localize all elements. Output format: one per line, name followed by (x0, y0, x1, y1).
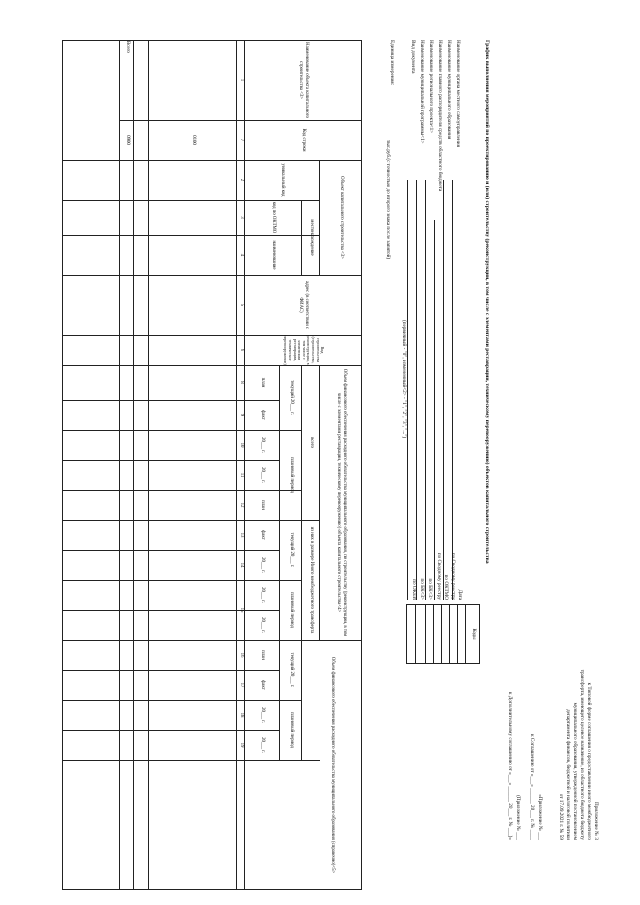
appendix-line-2: трансферта, имеющего целевое назначение, из областного бюджета бюджету (579, 669, 585, 840)
document-title: График выполнения мероприятий по проектированию и (или) строительству (реконструкции, в том числе с элементами реставрации, техническому перевооружению) объектов капитального строительства (484, 40, 490, 564)
colnum-17: 17 (238, 682, 244, 688)
group-financing: Объем финансового обеспечения расходного обязательства муниципального образования, по строительству (реконструкции, в том числе с элементами реставрации, техническому перевооружению) объекта капитального строительства<4> (336, 368, 347, 637)
sub-transfer: из них в размере Иного межбюджетного трансферта (308, 526, 314, 634)
code-label-registry-2: по Сводному реестру (436, 552, 442, 600)
current-year-2: текущий 20___ г. (288, 532, 294, 568)
col-construction-type: Вид строительства (строительство, реконструкция, в том числе с элементами реставрации, техническое перевооружение) (283, 335, 326, 365)
appendix-line-5: от 17.09.2021 г. № 59 (558, 793, 564, 840)
unit-value: тыс.руб.(с точностью до второго знака после запятой) (385, 140, 391, 260)
row-code-0100: 0100 (190, 135, 196, 145)
ref-line-3: (Приложение № ___ (515, 795, 521, 840)
plan-period-1: плановый период (288, 457, 294, 493)
colnum-7: 7 (238, 138, 244, 142)
col-row-code: Код строки (301, 128, 307, 152)
colnum-16: 16 (238, 652, 244, 658)
info-row-3: Наименование главного распорядителя средств областного бюджета (437, 40, 443, 192)
plan-3: план (260, 650, 266, 660)
current-year-1: текущий 20___ г. (288, 380, 294, 415)
colnum-2: 2 (238, 178, 244, 182)
year-col-19: 20___ г. (260, 737, 266, 753)
col-location-name: наименование (271, 240, 277, 270)
col-address: адрес (в соответствии с ФИАС) (298, 280, 310, 330)
doc-type-note: (первичный - "0", измененный<2> - "1", "2", "3", "...") (401, 320, 407, 439)
colnum-10: 10 (238, 442, 244, 448)
group-object: Объект капитального строительства <3> (338, 176, 344, 259)
appendix-number: Приложение № 3 (593, 802, 599, 840)
year-col-15: 20___ г. (260, 587, 266, 603)
plan-period-3: плановый период (288, 712, 294, 748)
colnum-1: 1 (238, 78, 244, 82)
colnum-4: 4 (238, 253, 244, 257)
year-col-18: 20___ г. (260, 707, 266, 723)
code-label-bk-1: по БК<3> (427, 578, 433, 600)
appendix-line-3: муниципального образования, утвержденной постановлением (572, 702, 578, 840)
plan-1: план (260, 377, 266, 388)
code-label-date: Дата (457, 589, 463, 600)
colnum-12: 12 (238, 502, 244, 508)
colnum-13: 13 (238, 532, 244, 538)
colnum-18: 18 (238, 712, 244, 718)
colnum-6: 6 (238, 348, 244, 352)
code-label-registry-1: по Сводному реестру (450, 552, 456, 600)
code-label-okei: по ОКЕИ (411, 579, 417, 600)
sub-total: всего (308, 437, 314, 448)
plan-2: план (260, 500, 266, 510)
col-uid: уникальный код (280, 163, 286, 197)
colnum-14: 14 (238, 562, 244, 568)
codes-header: Коды (470, 628, 476, 640)
group-location: местонахождение (308, 219, 314, 256)
info-row-2: Наименование муниципального образования (446, 40, 452, 140)
info-row-5: Наименование муниципальной программы<1> (419, 40, 425, 144)
info-row-1: Наименование органа местного самоуправления (455, 40, 461, 147)
year-col-14: 20___ г. (260, 557, 266, 573)
colnum-11: 11 (238, 472, 244, 478)
ref-line-1: «Приложение № ___ (537, 794, 543, 840)
col-object-name: Наименование объекта капитального строительства <3> (298, 42, 310, 118)
colnum-9: 9 (238, 413, 244, 417)
colnum-15: 15 (238, 607, 244, 613)
code-label-oktmo: по ОКТМО (443, 574, 449, 600)
col-oktmo: код по ОКТМО (271, 201, 277, 234)
colnum-19: 19 (238, 742, 244, 748)
appendix-line-1: к Типовой форме соглашения о предоставлении иного межбюджетного (586, 682, 592, 840)
fact-3: факт (260, 680, 266, 690)
ref-line-4: к Дополнительному соглашению от «___» ______ 20___ г. № ___)» (507, 692, 513, 840)
code-label-bk-2: по БК<3> (419, 578, 425, 600)
group-municipal: Объем финансового обеспечения расходного обязательства муниципального образования (справочно)<5> (329, 656, 335, 874)
year-col-10: 20___ г. (260, 437, 266, 453)
rotated-form (20, 20, 620, 900)
ref-line-2: к Соглашению от «___» ______ 20___ г. № ____ (529, 734, 535, 840)
info-row-4: Наименование регионального проекта<1> (428, 40, 434, 134)
colnum-5: 5 (238, 303, 244, 307)
unit-label: Единица измерения: (389, 40, 395, 86)
plan-period-2: плановый период (288, 592, 294, 628)
year-col-11: 20___ г. (260, 467, 266, 483)
appendix-line-4: департамента финансов, бюджетной и налоговой политики (565, 709, 571, 840)
colnum-3: 3 (238, 216, 244, 219)
colnum-8: 8 (238, 381, 244, 384)
fact-2: факт (260, 530, 266, 540)
total-label: Всего (124, 41, 130, 53)
total-code: 0900 (124, 135, 130, 145)
fact-1: факт (260, 410, 266, 420)
year-col-15b: 20___ г. (260, 617, 266, 633)
info-row-6: Вид документа (410, 40, 416, 74)
current-year-3: текущий 20___ г. (288, 652, 294, 688)
